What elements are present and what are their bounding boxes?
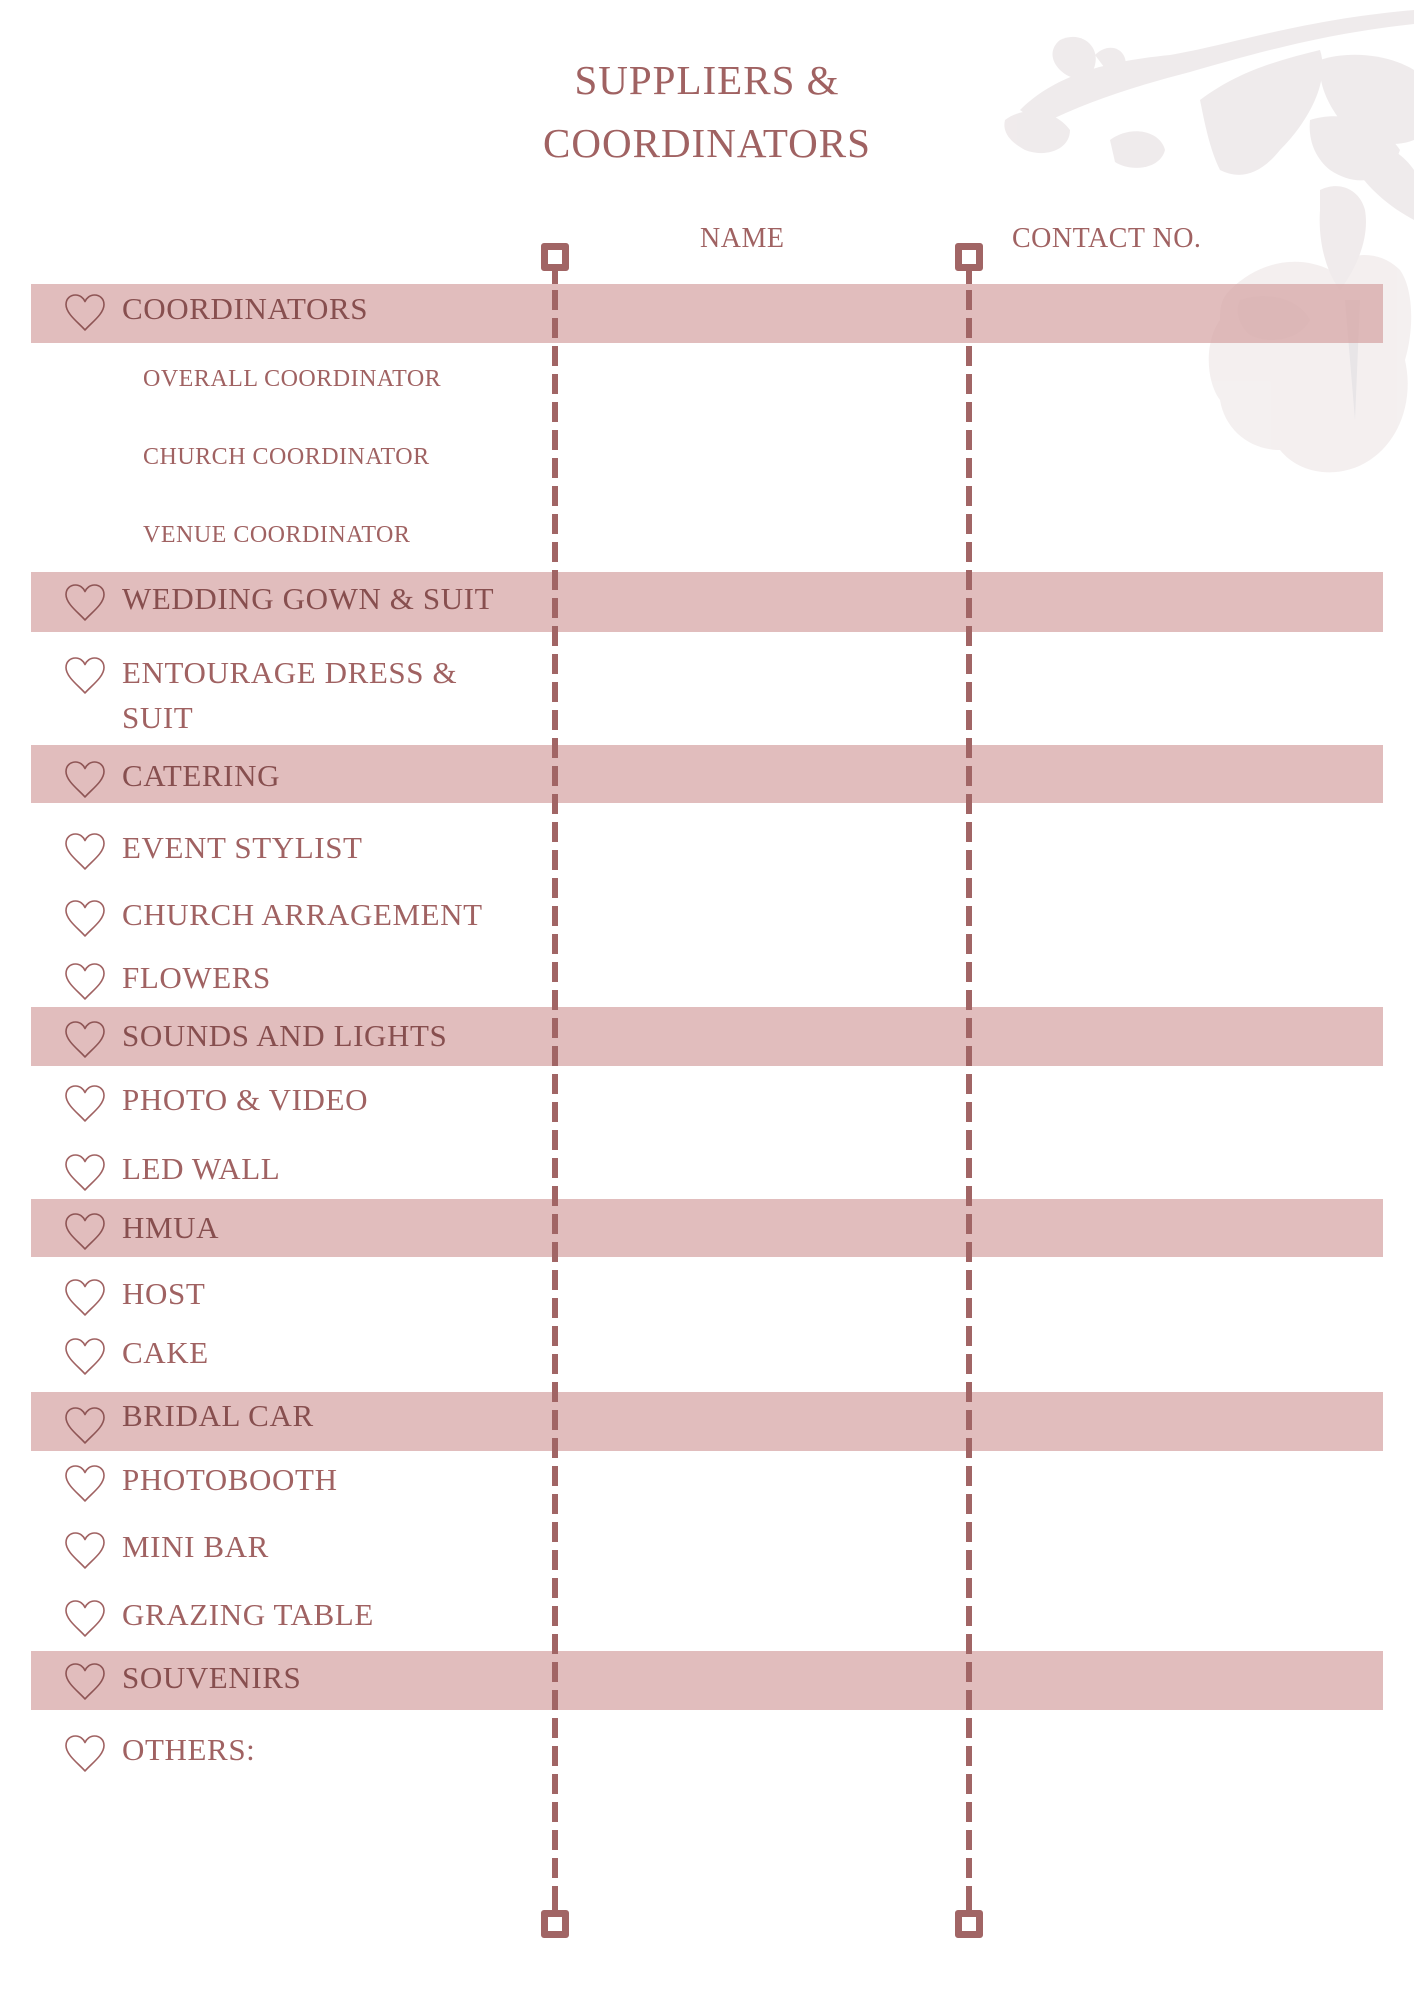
row-label: EVENT STYLIST [122, 830, 363, 865]
row-label: MINI BAR [122, 1529, 269, 1564]
heart-outline-icon [64, 1531, 106, 1571]
page-title-line-2: COORDINATORS [543, 120, 871, 166]
column-divider-1 [552, 290, 558, 1904]
row-bridal-car [64, 1400, 314, 1440]
heart-outline-icon [64, 1020, 106, 1060]
column-divider-top-anchor-1 [541, 243, 569, 271]
row-grazing-table [64, 1599, 374, 1639]
column-header-contact: CONTACT NO. [1012, 223, 1202, 254]
heart-outline-icon [64, 1084, 106, 1124]
row-label: COORDINATORS [122, 291, 369, 326]
subitem-overall-coordinator: OVERALL COORDINATOR [143, 366, 442, 392]
row-label: OTHERS: [122, 1732, 256, 1767]
heart-outline-icon [64, 1212, 106, 1252]
column-divider-stem-top-2 [966, 270, 972, 284]
row-souvenirs [64, 1662, 301, 1702]
row-others [64, 1734, 255, 1774]
row-label: BRIDAL CAR [122, 1398, 314, 1433]
band-hmua [31, 1199, 1383, 1257]
subitem-venue-coordinator: VENUE COORDINATOR [143, 522, 411, 548]
row-led-wall [64, 1153, 280, 1193]
row-event-stylist [64, 832, 363, 872]
row-label: CHURCH ARRAGEMENT [122, 897, 483, 932]
column-divider-bottom-anchor-2 [955, 1910, 983, 1938]
row-label: CATERING [122, 758, 281, 793]
heart-outline-icon [64, 1464, 106, 1504]
heart-outline-icon [64, 1599, 106, 1639]
row-label: PHOTOBOOTH [122, 1462, 338, 1497]
column-divider-top-anchor-2 [955, 243, 983, 271]
row-photobooth [64, 1464, 338, 1504]
column-divider-2 [966, 290, 972, 1904]
row-label: FLOWERS [122, 960, 271, 995]
heart-outline-icon [64, 1278, 106, 1318]
heart-outline-icon [64, 293, 106, 333]
row-cake [64, 1337, 209, 1377]
row-label: SOUVENIRS [122, 1660, 302, 1695]
column-divider-stem-bottom-2 [966, 1895, 972, 1911]
row-coordinators [64, 293, 368, 333]
heart-outline-icon [64, 1734, 106, 1774]
row-photo-video [64, 1084, 368, 1124]
heart-outline-icon [64, 899, 106, 939]
row-mini-bar [64, 1531, 269, 1571]
column-divider-stem-bottom-1 [552, 1895, 558, 1911]
row-entourage-dress-suit [64, 656, 512, 746]
heart-outline-icon [64, 760, 106, 800]
row-wedding-gown-suit [64, 583, 494, 623]
row-sounds-and-lights [64, 1020, 447, 1060]
row-label: PHOTO & VIDEO [122, 1082, 369, 1117]
row-flowers [64, 962, 271, 1002]
row-label: CAKE [122, 1335, 209, 1370]
page-title-line-1: SUPPLIERS & [574, 57, 840, 103]
row-church-arragement [64, 899, 483, 939]
heart-outline-icon [64, 962, 106, 1002]
heart-outline-icon [64, 583, 106, 623]
heart-outline-icon [64, 1662, 106, 1702]
heart-outline-icon [64, 1153, 106, 1193]
heart-outline-icon [64, 1337, 106, 1377]
heart-outline-icon [64, 656, 106, 696]
column-divider-bottom-anchor-1 [541, 1910, 569, 1938]
row-catering [64, 760, 280, 800]
row-label: SOUNDS AND LIGHTS [122, 1018, 448, 1053]
row-label: WEDDING GOWN & SUIT [122, 581, 495, 616]
subitem-church-coordinator: CHURCH COORDINATOR [143, 444, 430, 470]
row-label: GRAZING TABLE [122, 1597, 374, 1632]
row-label: LED WALL [122, 1151, 281, 1186]
column-divider-stem-top-1 [552, 270, 558, 284]
row-hmua [64, 1212, 219, 1252]
row-label: ENTOURAGE DRESS & SUIT [122, 655, 458, 735]
column-header-name: NAME [700, 223, 785, 254]
row-label: HOST [122, 1276, 206, 1311]
heart-outline-icon [64, 1406, 106, 1446]
row-host [64, 1278, 205, 1318]
heart-outline-icon [64, 832, 106, 872]
row-label: HMUA [122, 1210, 220, 1245]
